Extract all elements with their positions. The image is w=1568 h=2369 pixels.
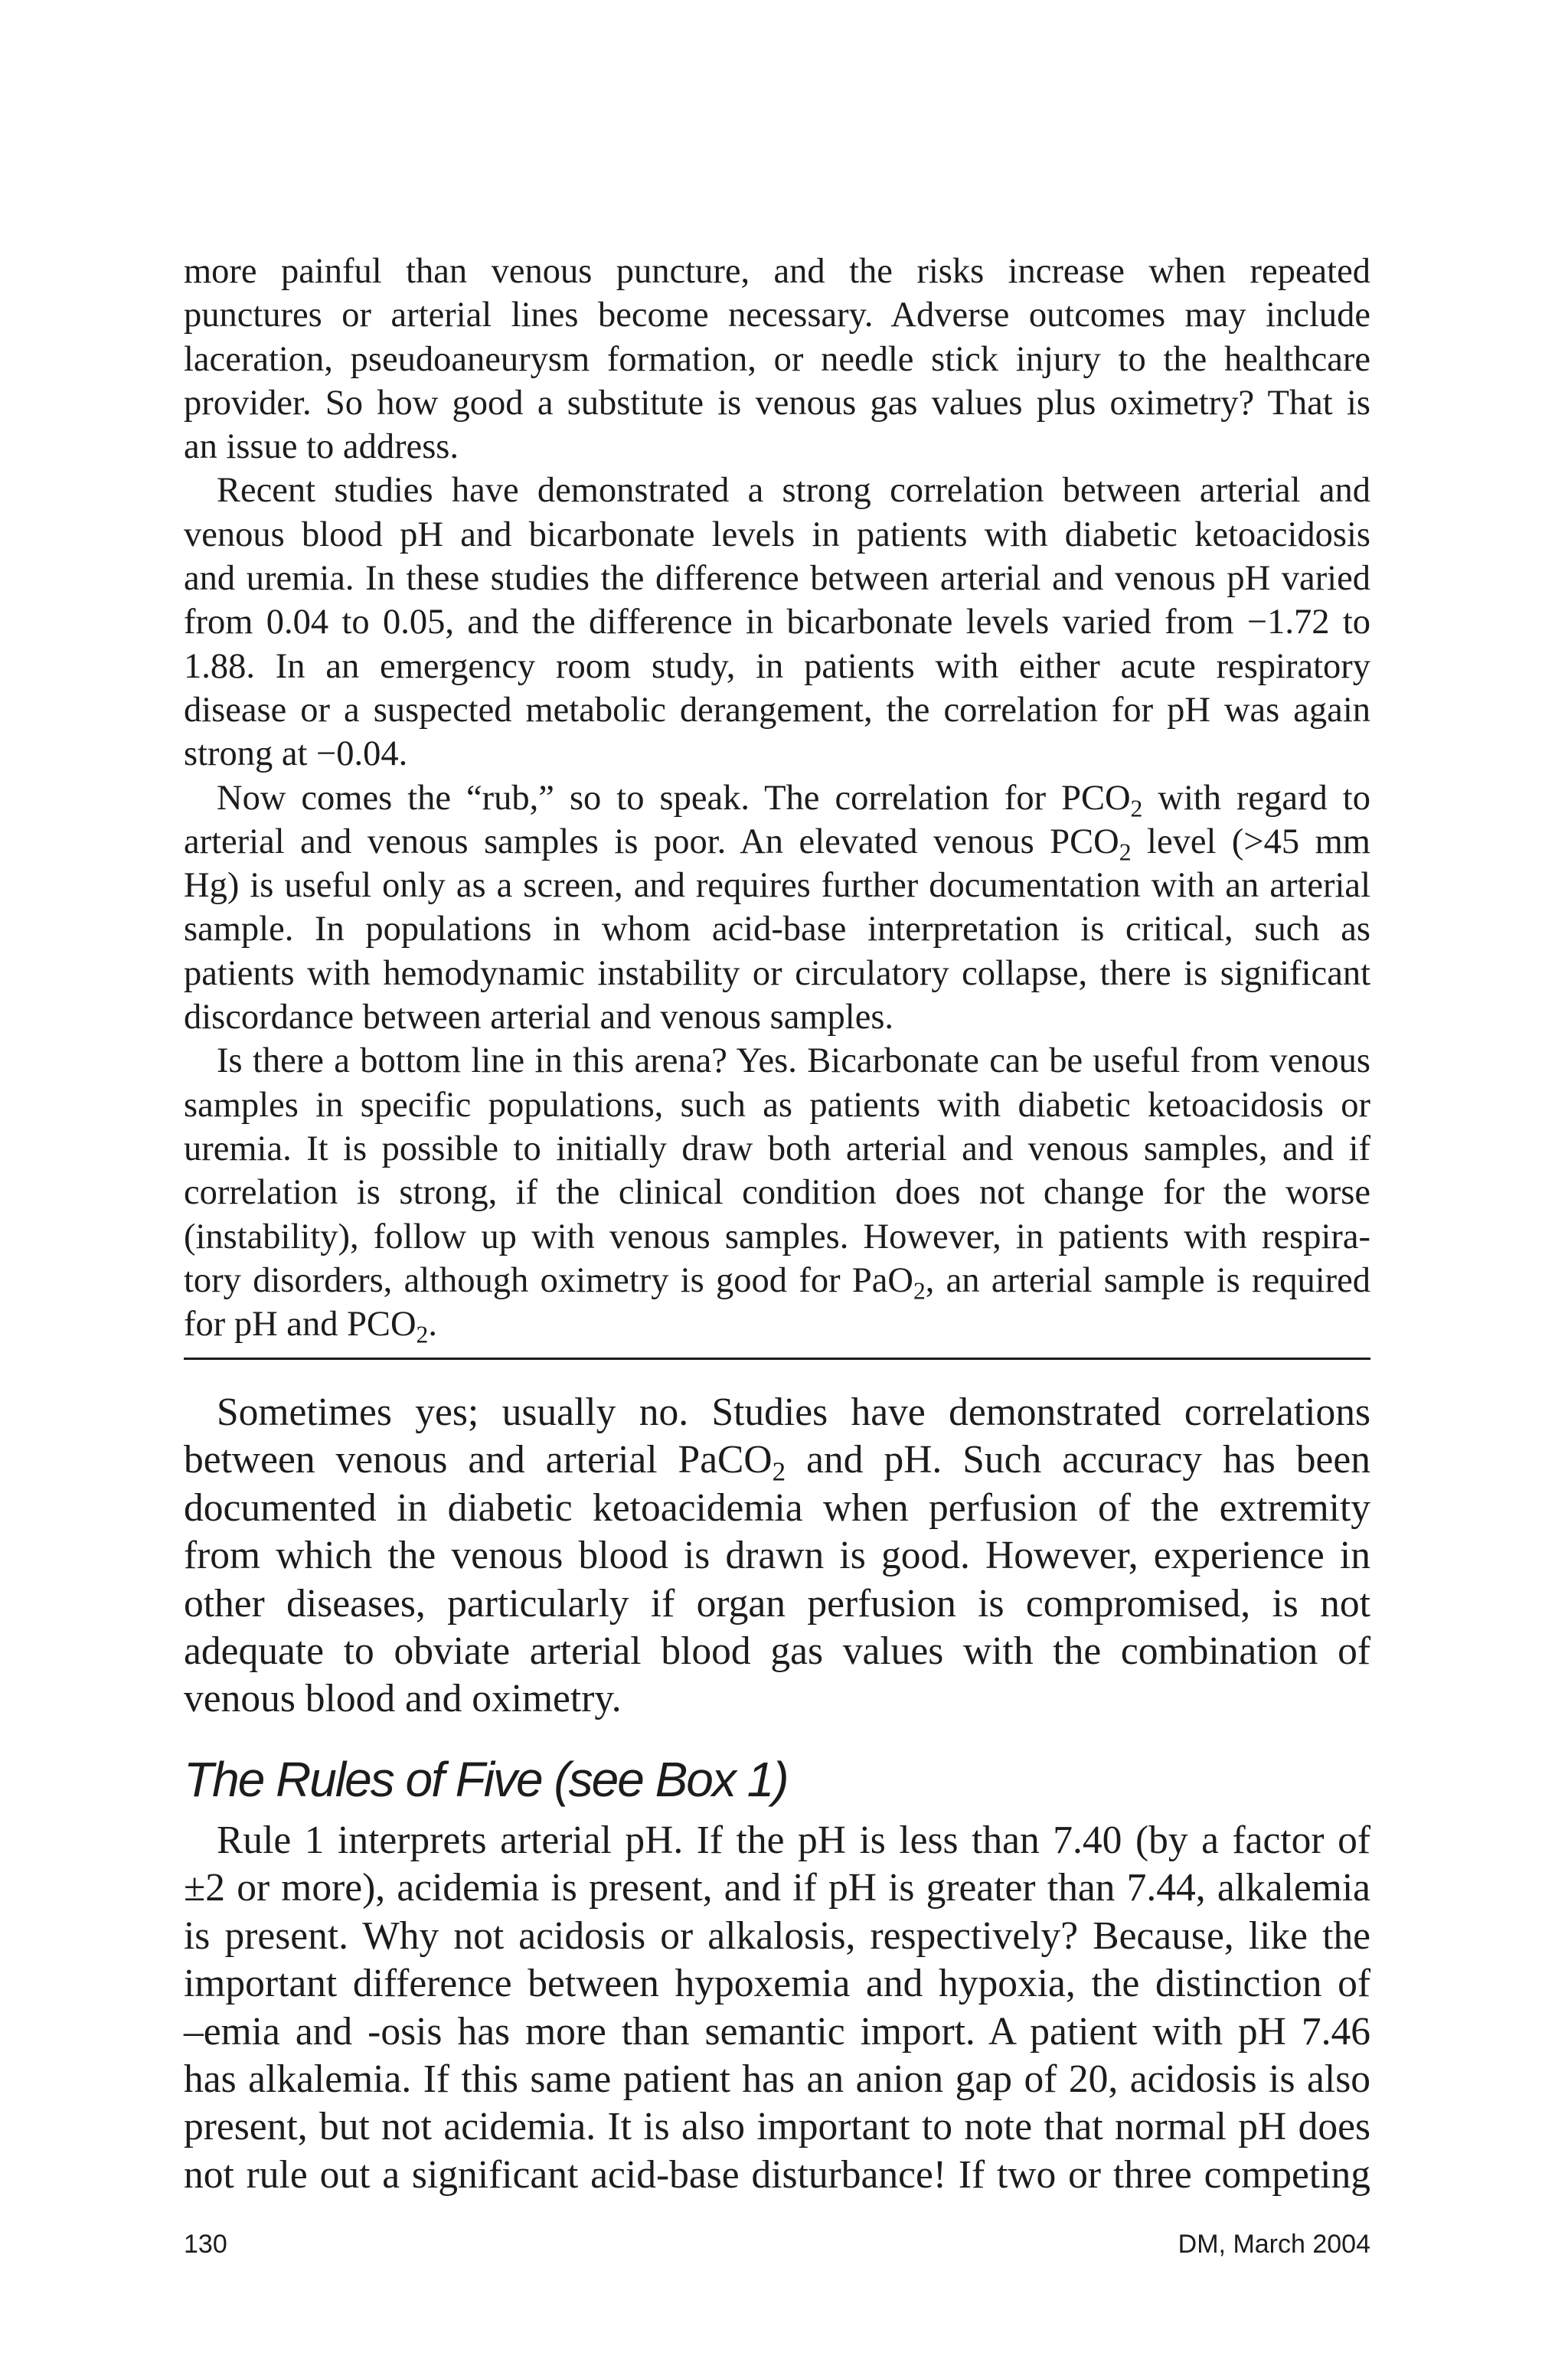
section-divider-rule bbox=[184, 1358, 1370, 1360]
subscript: 2 bbox=[913, 1277, 926, 1305]
text-line bbox=[184, 1436, 1370, 1487]
text-line: disease or a suspected metabolic derangement, the correlation for pH was again bbox=[184, 690, 1370, 730]
text-line bbox=[184, 820, 1370, 864]
text-line: samples in specific populations, such as patients with diabetic ketoacidosis or bbox=[184, 1085, 1370, 1125]
text-line: not rule out a significant acid-base disturbance! If two or three competing bbox=[184, 2152, 1370, 2197]
text-line: Is there a bottom line in this arena? Yes. Bicarbonate can be useful from venous bbox=[217, 1041, 1370, 1081]
text-line: an issue to address. bbox=[184, 427, 459, 467]
subscript: 2 bbox=[1130, 795, 1143, 822]
section-heading: The Rules of Five (see Box 1) bbox=[184, 1752, 788, 1807]
text-line: present, but not acidemia. It is also important to note that normal pH does bbox=[184, 2105, 1370, 2149]
page-footer bbox=[184, 2229, 1370, 2260]
text-segment: tory disorders, although oximetry is good for PaO bbox=[184, 1260, 913, 1300]
text-line: is present. Why not acidosis or alkalosis, respectively? Because, like the bbox=[184, 1913, 1370, 1958]
text-line: venous blood pH and bicarbonate levels in patients with diabetic ketoacidosis bbox=[184, 515, 1370, 554]
text-line: –emia and -osis has more than semantic import. A patient with pH 7.46 bbox=[184, 2009, 1370, 2054]
text-line: Rule 1 interprets arterial pH. If the pH is less than 7.40 (by a factor of bbox=[217, 1818, 1370, 1862]
text-line: ±2 or more), acidemia is present, and if pH is greater than 7.44, alkalemia bbox=[184, 1866, 1370, 1910]
text-line bbox=[184, 1302, 1370, 1346]
journal-issue: DM, March 2004 bbox=[1178, 2230, 1370, 2259]
text-line: correlation is strong, if the clinical condition does not change for the worse bbox=[184, 1173, 1370, 1213]
text-line: from which the venous blood is drawn is good. However, experience in bbox=[184, 1534, 1370, 1578]
paragraph bbox=[184, 469, 1370, 776]
text-line: and uremia. In these studies the difference between arterial and venous pH varied bbox=[184, 559, 1370, 599]
paragraph bbox=[184, 776, 1370, 1040]
rules-of-five-text bbox=[184, 1817, 1370, 2199]
answer-text bbox=[184, 1389, 1370, 1724]
text-line: Recent studies have demonstrated a strong correlation between arterial and bbox=[217, 471, 1370, 511]
text-line: uremia. It is possible to initially draw both arterial and venous samples, and if bbox=[184, 1129, 1370, 1168]
text-line: provider. So how good a substitute is venous gas values plus oximetry? That is bbox=[184, 383, 1370, 423]
text-line: punctures or arterial lines become necessary. Adverse outcomes may include bbox=[184, 296, 1370, 335]
text-line bbox=[184, 1259, 1370, 1305]
text-segment: . bbox=[428, 1305, 437, 1345]
text-segment: with regard to bbox=[1142, 778, 1370, 818]
page-number: 130 bbox=[184, 2230, 227, 2259]
text-line: from 0.04 to 0.05, and the difference in bicarbonate levels varied from −1.72 to bbox=[184, 603, 1370, 642]
text-segment: and pH. Such accuracy has been bbox=[786, 1438, 1370, 1482]
text-line: important difference between hypoxemia and hypoxia, the distinction of bbox=[184, 1962, 1370, 2006]
text-segment: arterial and venous samples is poor. An elevated venous PCO bbox=[184, 822, 1119, 861]
text-line: (instability), follow up with venous samples. However, in patients with respira- bbox=[184, 1217, 1370, 1256]
text-line: Sometimes yes; usually no. Studies have demonstrated correlations bbox=[217, 1390, 1370, 1434]
paragraph bbox=[184, 1039, 1370, 1346]
text-line: adequate to obviate arterial blood gas values with the combination of bbox=[184, 1629, 1370, 1673]
text-line bbox=[184, 776, 1370, 820]
discussion-text bbox=[184, 250, 1370, 1346]
text-line: Hg) is useful only as a screen, and requires further documentation with an arterial bbox=[184, 866, 1370, 906]
subscript: 2 bbox=[772, 1456, 786, 1487]
text-line: 1.88. In an emergency room study, in patients with either acute respiratory bbox=[184, 646, 1370, 686]
subscript: 2 bbox=[1119, 838, 1132, 866]
text-line: patients with hemodynamic instability or circulatory collapse, there is significant bbox=[184, 953, 1370, 993]
text-line: has alkalemia. If this same patient has an anion gap of 20, acidosis is also bbox=[184, 2057, 1370, 2101]
paragraph bbox=[184, 250, 1370, 469]
text-segment: level (>45 mm bbox=[1131, 822, 1370, 861]
subscript: 2 bbox=[416, 1321, 429, 1348]
text-line: other diseases, particularly if organ perfusion is compromised, is not bbox=[184, 1581, 1370, 1626]
paragraph bbox=[184, 1389, 1370, 1724]
text-segment: for pH and PCO bbox=[184, 1305, 416, 1345]
text-line: documented in diabetic ketoacidemia when perfusion of the extremity bbox=[184, 1485, 1370, 1530]
text-line: more painful than venous puncture, and the risks increase when repeated bbox=[184, 252, 1370, 291]
text-line: laceration, pseudoaneurysm formation, or needle stick injury to the healthcare bbox=[184, 339, 1370, 379]
text-segment: Now comes the “rub,” so to speak. The correlation for PCO bbox=[217, 778, 1131, 818]
text-segment: , an arterial sample is required bbox=[925, 1260, 1370, 1300]
text-segment: between venous and arterial PaCO bbox=[184, 1438, 773, 1482]
paragraph bbox=[184, 1817, 1370, 2199]
text-line: strong at −0.04. bbox=[184, 734, 408, 774]
text-line: discordance between arterial and venous samples. bbox=[184, 998, 894, 1037]
text-line: venous blood and oximetry. bbox=[184, 1677, 622, 1721]
text-line: sample. In populations in whom acid-base interpretation is critical, such as bbox=[184, 910, 1370, 949]
